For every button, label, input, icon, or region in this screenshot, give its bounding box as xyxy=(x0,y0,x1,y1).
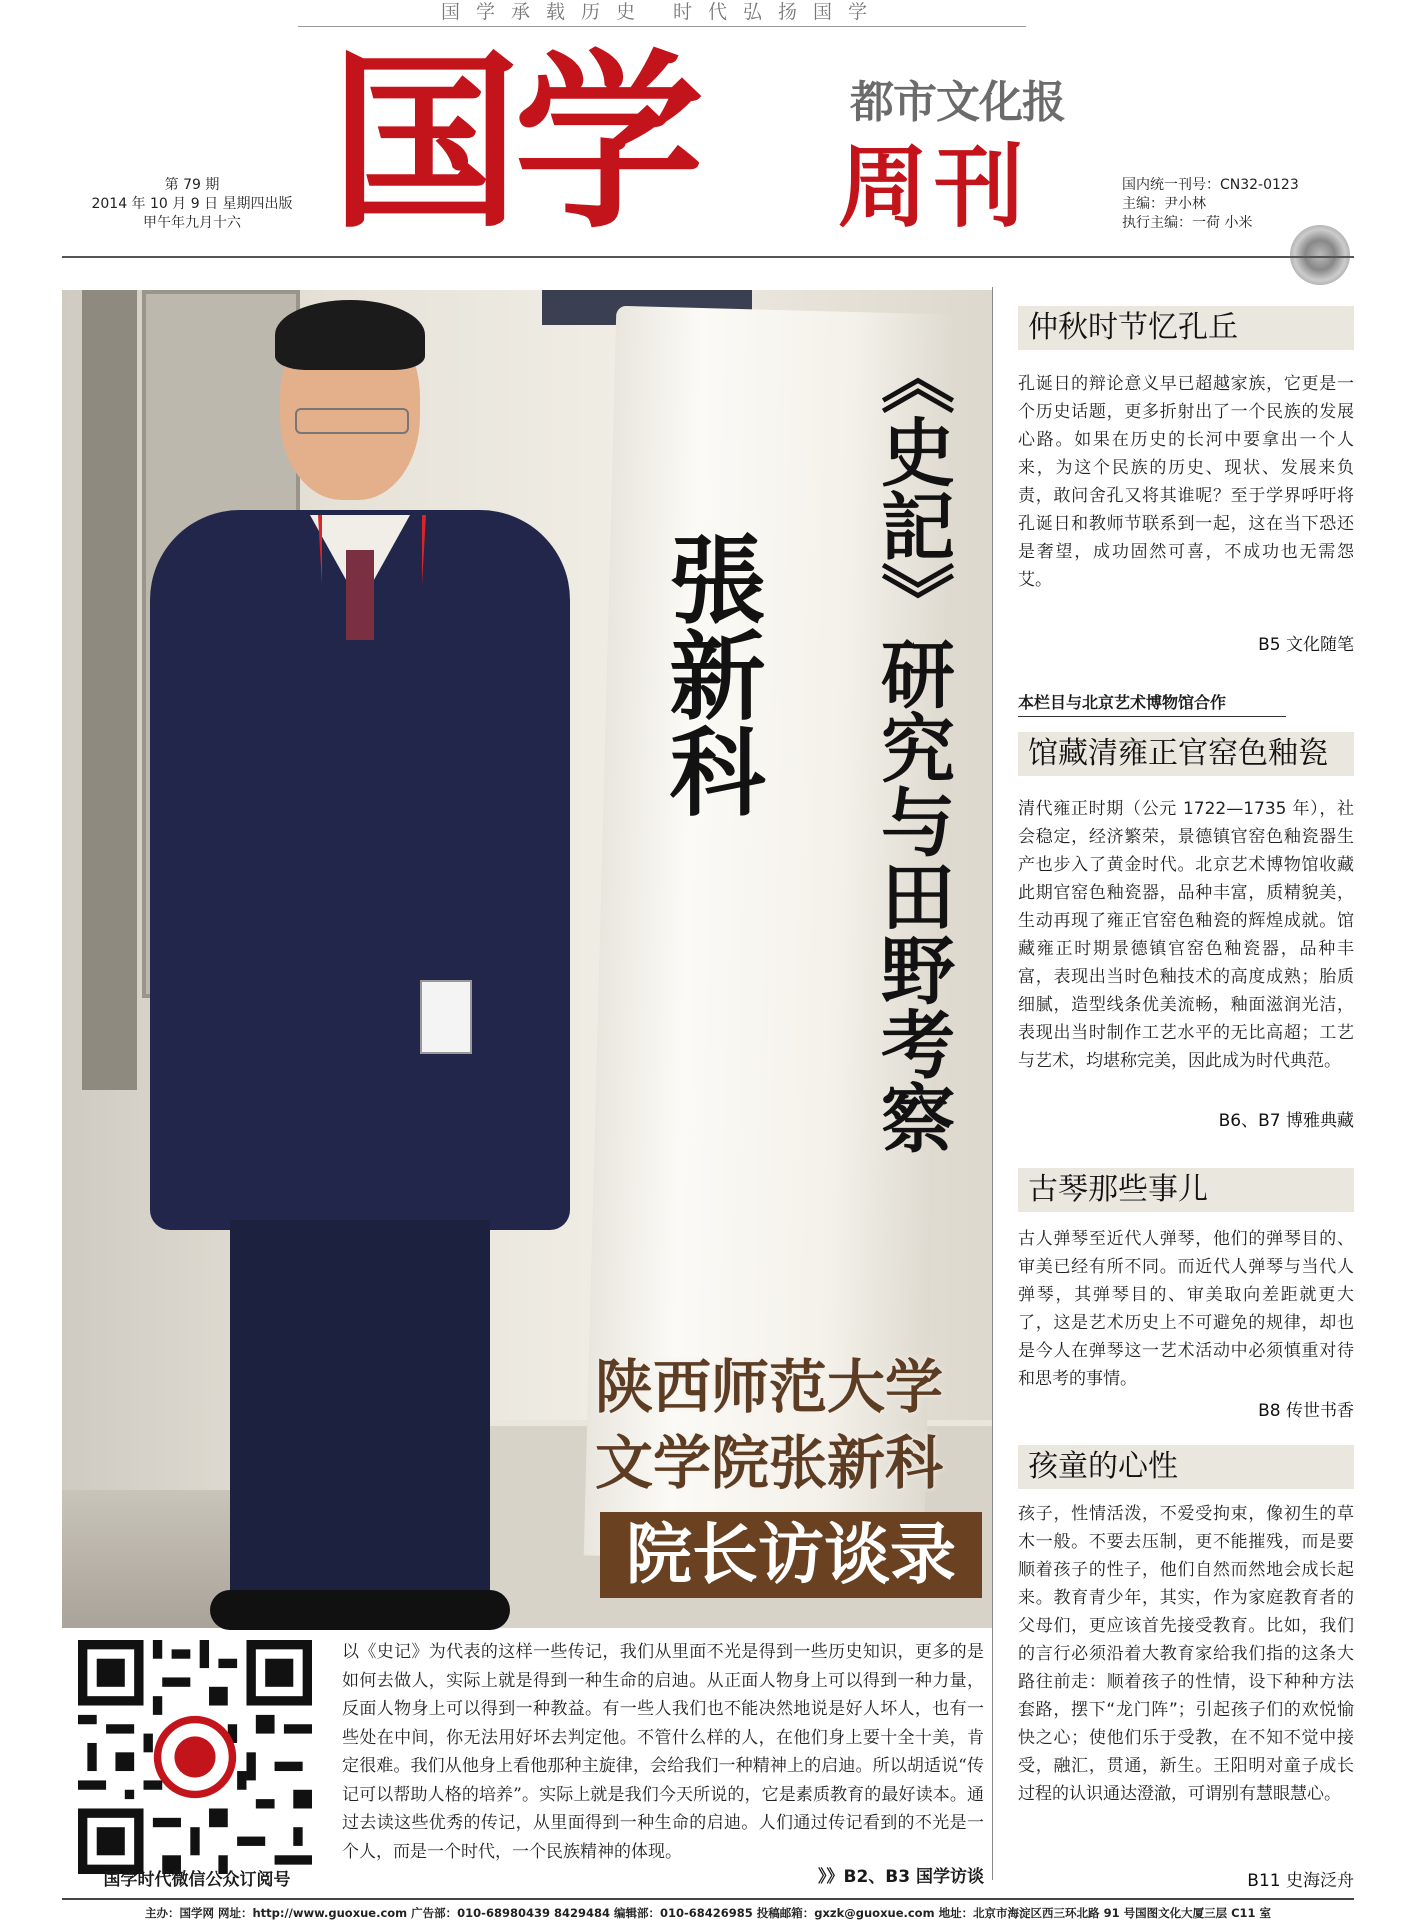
footer-info: 主办：国学网 网址：http://www.guoxue.com 广告部：010-68980439 8429484 编辑部：010-68426985 投稿邮箱：gxzk@guoxue.com 地址：北京市海淀区西三环北路 91 号国图文化大厦三层 C11 室 xyxy=(144,1906,1272,1920)
column-divider xyxy=(992,287,993,1880)
masthead-divider xyxy=(62,256,1354,258)
section-ref-confucius[interactable]: B5 文化随笔 xyxy=(1258,635,1354,655)
calligraphy-name: 張新科 xyxy=(654,530,767,818)
section-ref-porcelain[interactable]: B6、B7 博雅典藏 xyxy=(1218,1111,1354,1131)
section-ref-guqin[interactable]: B8 传世书香 xyxy=(1258,1401,1354,1421)
lunar-date: 甲午年九月十六 xyxy=(143,215,241,231)
interview-excerpt: 以《史记》为代表的这样一些传记，我们从里面不光是得到一些历史知识，更多的是如何去做人，实际上就是得到一种生命的启迪。从正面人物身上可以得到一种力量，反面人物身上可以得到一种教益。有一些人我们也不能决然地说是好人坏人，也有一些处在中间，你无法用好坏去判定他。不管什么样的人，在他们身上要十全十美，肯定很难。我们从他身上看他那种主旋律，会给我们一种精神上的启迪。所以胡适说“传记可以帮助人格的培养”。实际上就是我们今天所说的，它是素质教育的最好读本。通过去读这些优秀的传记，从里面得到一种生命的启迪。人们通过传记看到的不光是一个人，而是一个时代，一个民族精神的体现。 xyxy=(342,1642,984,1862)
interview-ref[interactable]: 》》B2、B3 国学访谈 xyxy=(818,1867,984,1887)
calligraphy-title: 《史記》研究与田野考察 xyxy=(869,340,955,1154)
section-body-children: 孩子，性情活泼，不爱受拘束，像初生的草木一般。不要去压制，更不能摧残，而是要顺着孩子的性子，他们自然而然地会成长起来。教育青少年，其实，作为家庭教育者的父母们，更应该首先接受教育。比如，我们的言行必须沿着大教育家给我们指的这条大路往前走：顺着孩子的性情，设下种种方法套路，摆下“龙门阵”；引起孩子们的欢悦愉快之心；使他们乐于受教，在不知不觉中接受，融汇，贯通，新生。王阳明对童子成长过程的认识通达澄澈，可谓别有慧眼慧心。 xyxy=(1018,1504,1354,1804)
section-title-porcelain: 馆藏清雍正官窑色釉瓷 xyxy=(1018,732,1354,776)
section-title-children: 孩童的心性 xyxy=(1018,1445,1354,1489)
cover-headline-line1: 陕西师范大学 xyxy=(595,1353,944,1421)
section-body-confucius: 孔诞日的辩论意义早已超越家族，它更是一个历史话题，更多折射出了一个民族的发展心路。如果在历史的长河中要拿出一个人来，为这个民族的历史、现状、发展来负责，敢问舍孔又将其谁呢？至于学界呼吁将孔诞日和教师节联系到一起，这在当下恐还是奢望，成功固然可喜，不成功也无需怨艾。 xyxy=(1018,374,1354,590)
qr-code[interactable] xyxy=(78,1640,312,1874)
exec-editor: 执行主编：一荷 小米 xyxy=(1122,215,1253,231)
section-ref-children[interactable]: B11 史海泛舟 xyxy=(1247,1871,1354,1891)
cover-headline-line2: 文学院张新科 xyxy=(595,1429,944,1497)
section-body-guqin: 古人弹琴至近代人弹琴，他们的弹琴目的、审美已经有所不同。而近代人弹琴与当代人弹琴，其弹琴目的、审美取向差距就更大了，这是艺术历史上不可避免的规律，却也是今人在弹琴这一艺术活动中必须慎重对待和思考的事情。 xyxy=(1018,1229,1354,1389)
issue-date: 2014 年 10 月 9 日 星期四出版 xyxy=(91,196,293,212)
weekly-label: 周刊 xyxy=(838,135,1030,240)
section-body-porcelain: 清代雍正时期（公元 1722—1735 年），社会稳定，经济繁荣，景德镇官窑色釉瓷器生产也步入了黄金时代。北京艺术博物馆收藏此期官窑色釉瓷器，品种丰富，质精貌美，生动再现了雍正官窑色釉瓷的辉煌成就。馆藏雍正时期景德镇官窑色釉瓷器，品种丰富，表现出当时色釉技术的高度成熟；胎质细腻，造型线条优美流畅，釉面滋润光洁，表现出当时制作工艺水平的无比高超；工艺与艺术，均堪称完美，因此成为时代典范。 xyxy=(1018,799,1354,1071)
section-title-confucius: 仲秋时节忆孔丘 xyxy=(1018,306,1354,350)
issue-number: 第 79 期 xyxy=(164,177,220,193)
cooperation-note: 本栏目与北京艺术博物馆合作 xyxy=(1018,690,1286,717)
masthead-slogan: 国学承载历史 时代弘扬国学 xyxy=(298,0,1026,27)
editor: 主编：尹小林 xyxy=(1122,196,1206,212)
interviewee-figure xyxy=(150,300,570,1630)
publication-info xyxy=(1122,176,1299,233)
footer-divider xyxy=(62,1898,1354,1900)
qr-caption: 国学时代微信公众订阅号 xyxy=(103,1870,291,1890)
masthead-title: 国学 xyxy=(330,31,699,254)
cn-number: 国内统一刊号：CN32-0123 xyxy=(1122,177,1299,193)
seal-logo xyxy=(1290,225,1350,285)
cover-headline-banner: 院长访谈录 xyxy=(600,1512,982,1598)
paper-name: 都市文化报 xyxy=(850,77,1065,128)
section-title-guqin: 古琴那些事儿 xyxy=(1018,1168,1354,1212)
issue-info xyxy=(62,176,322,233)
